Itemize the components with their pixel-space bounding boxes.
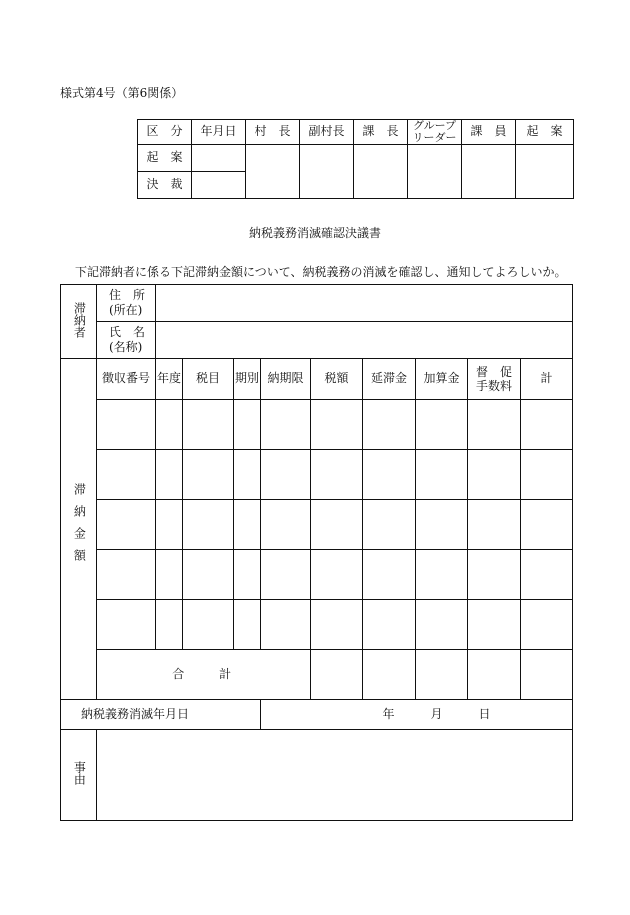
document-title: 納税義務消滅確認決議書 — [248, 226, 381, 240]
amount-cell[interactable] — [97, 550, 156, 600]
amount-cell[interactable] — [234, 550, 261, 600]
amount-row — [61, 400, 573, 450]
approval-table — [137, 119, 574, 199]
total-delinquency-charge-cell[interactable] — [363, 650, 416, 700]
amount-cell[interactable] — [234, 500, 261, 550]
intro-text: 下記滞納者に係る下記滞納金額について、納税義務の消滅を確認し、通知してよろしいか。 — [75, 265, 567, 279]
amount-cell[interactable] — [416, 600, 468, 650]
amount-cell[interactable] — [521, 550, 573, 600]
approval-deputy-mayor-stamp-cell[interactable] — [300, 145, 354, 199]
extinction-date-label: 納税義務消滅年月日 — [61, 700, 261, 730]
taxpayer-name-row — [61, 322, 573, 359]
extinction-date-field[interactable]: 年 月 日 — [261, 700, 573, 730]
extinction-date-row — [61, 700, 573, 730]
approval-header-mayor: 村 長 — [246, 120, 300, 145]
amount-cell[interactable] — [416, 550, 468, 600]
amount-cell[interactable] — [311, 550, 363, 600]
amount-cell[interactable] — [97, 500, 156, 550]
amount-cell[interactable] — [156, 550, 183, 600]
col-header-period: 期別 — [234, 359, 261, 400]
name-label-cell — [97, 322, 156, 359]
approval-row-decision-label: 決 裁 — [138, 172, 192, 199]
amount-cell[interactable] — [183, 600, 234, 650]
total-additional-tax-cell[interactable] — [416, 650, 468, 700]
amount-cell[interactable] — [521, 600, 573, 650]
total-sum-cell[interactable] — [521, 650, 573, 700]
col-header-fiscal-year: 年度 — [156, 359, 183, 400]
amounts-section-label-cell — [61, 359, 97, 700]
amount-cell[interactable] — [416, 500, 468, 550]
amount-cell[interactable] — [261, 400, 311, 450]
approval-header-deputy-mayor: 副村長 — [300, 120, 354, 145]
name-sub-label: (名称) — [109, 340, 143, 354]
approval-row-draft-label: 起 案 — [138, 145, 192, 172]
taxpayer-section-label-cell — [61, 285, 97, 359]
amount-cell[interactable] — [261, 450, 311, 500]
approval-draft-date-cell[interactable] — [192, 145, 246, 172]
amount-cell[interactable] — [521, 500, 573, 550]
total-label: 合 計 — [97, 650, 311, 700]
reason-row — [61, 730, 573, 821]
amount-row — [61, 550, 573, 600]
amount-cell[interactable] — [261, 500, 311, 550]
main-table — [60, 284, 573, 821]
amount-cell[interactable] — [311, 500, 363, 550]
amount-cell[interactable] — [521, 400, 573, 450]
amounts-section-label: 滞納金額 — [72, 483, 87, 572]
amount-cell[interactable] — [363, 550, 416, 600]
col-header-tax-item: 税目 — [183, 359, 234, 400]
amount-cell[interactable] — [468, 550, 521, 600]
col-header-delinquency-charge: 延滞金 — [363, 359, 416, 400]
reason-label-cell — [61, 730, 97, 821]
approval-staff-stamp-cell[interactable] — [462, 145, 516, 199]
amount-cell[interactable] — [311, 450, 363, 500]
amount-cell[interactable] — [363, 600, 416, 650]
col-header-dunning-fee: 督 促 手数料 — [468, 359, 521, 400]
approval-header-date: 年月日 — [192, 120, 246, 145]
amounts-header-row — [61, 359, 573, 400]
total-dunning-fee-cell[interactable] — [468, 650, 521, 700]
amount-cell[interactable] — [234, 400, 261, 450]
amount-cell[interactable] — [261, 550, 311, 600]
amount-row — [61, 600, 573, 650]
approval-section-chief-stamp-cell[interactable] — [354, 145, 408, 199]
approval-row-draft — [138, 145, 574, 172]
amount-cell[interactable] — [156, 450, 183, 500]
amount-cell[interactable] — [416, 400, 468, 450]
approval-group-leader-stamp-cell[interactable] — [408, 145, 462, 199]
amount-cell[interactable] — [156, 600, 183, 650]
form-number: 様式第4号（第6関係） — [60, 86, 184, 100]
amount-cell[interactable] — [97, 600, 156, 650]
approval-header-drafter: 起 案 — [516, 120, 574, 145]
approval-header-category: 区 分 — [138, 120, 192, 145]
amount-cell[interactable] — [156, 400, 183, 450]
col-header-total: 計 — [521, 359, 573, 400]
address-label: 住 所 — [109, 288, 146, 302]
total-row — [61, 650, 573, 700]
approval-mayor-stamp-cell[interactable] — [246, 145, 300, 199]
amount-cell[interactable] — [183, 400, 234, 450]
col-header-additional-tax: 加算金 — [416, 359, 468, 400]
amount-cell[interactable] — [261, 600, 311, 650]
amount-cell[interactable] — [97, 400, 156, 450]
amount-cell[interactable] — [234, 600, 261, 650]
name-field[interactable] — [156, 322, 573, 359]
address-field[interactable] — [156, 285, 573, 322]
amount-cell[interactable] — [416, 450, 468, 500]
amount-cell[interactable] — [97, 450, 156, 500]
amount-cell[interactable] — [468, 500, 521, 550]
approval-header-staff: 課 員 — [462, 120, 516, 145]
amount-cell[interactable] — [156, 500, 183, 550]
address-label-cell — [97, 285, 156, 322]
name-label: 氏 名 — [109, 325, 146, 339]
taxpayer-address-row — [61, 285, 573, 322]
amount-cell[interactable] — [311, 600, 363, 650]
amount-cell[interactable] — [363, 400, 416, 450]
amount-cell[interactable] — [234, 450, 261, 500]
col-header-tax-amount: 税額 — [311, 359, 363, 400]
amount-cell[interactable] — [363, 500, 416, 550]
approval-header-group-leader: グループ リーダー — [408, 120, 462, 145]
amount-row — [61, 500, 573, 550]
amount-cell[interactable] — [183, 450, 234, 500]
reason-field[interactable] — [97, 730, 573, 821]
amount-cell[interactable] — [363, 450, 416, 500]
reason-label: 事由 — [72, 761, 87, 786]
col-header-collection-number: 徴収番号 — [97, 359, 156, 400]
amount-cell[interactable] — [521, 450, 573, 500]
amount-row — [61, 450, 573, 500]
amount-cell[interactable] — [183, 550, 234, 600]
amount-cell[interactable] — [311, 400, 363, 450]
taxpayer-section-label: 滞納者 — [72, 301, 87, 338]
col-header-due-date: 納期限 — [261, 359, 311, 400]
approval-drafter-stamp-cell[interactable] — [516, 145, 574, 199]
approval-header-row — [138, 120, 574, 145]
amount-cell[interactable] — [183, 500, 234, 550]
total-tax-amount-cell[interactable] — [311, 650, 363, 700]
amount-cell[interactable] — [468, 450, 521, 500]
approval-decision-date-cell[interactable] — [192, 172, 246, 199]
amount-cell[interactable] — [468, 400, 521, 450]
approval-header-section-chief: 課 長 — [354, 120, 408, 145]
amount-cell[interactable] — [468, 600, 521, 650]
address-sub-label: (所在) — [109, 303, 143, 317]
